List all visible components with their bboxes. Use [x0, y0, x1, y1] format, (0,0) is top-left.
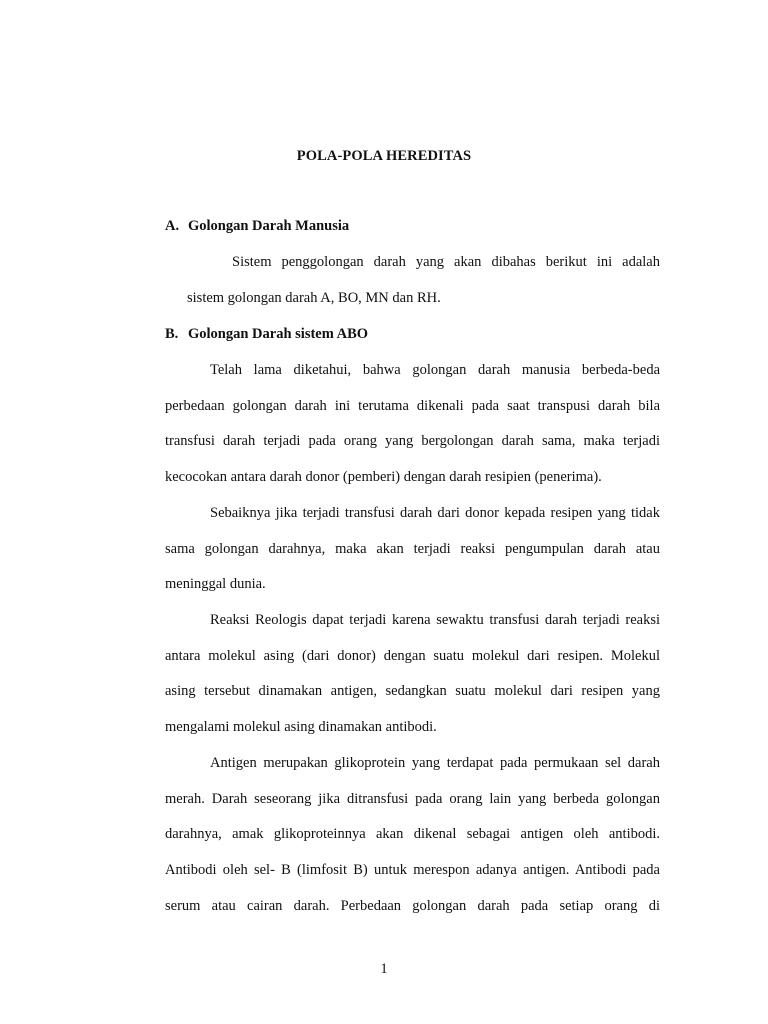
section-a-title: Golongan Darah Manusia [188, 218, 350, 234]
text-line: asing tersebut dinamakan antigen, sedangkan suatu molekul dari resipen yang [165, 683, 660, 700]
section-b-title: Golongan Darah sistem ABO [188, 326, 369, 342]
section-b-paragraph-2 [165, 496, 660, 603]
section-b-paragraph-3 [165, 603, 660, 746]
text-line: merah. Darah seseorang jika ditransfusi pada orang lain yang berbeda golongan [165, 790, 660, 807]
text-line: sistem golongan darah A, BO, MN dan RH. [187, 289, 441, 306]
text-line: meninggal dunia. [165, 576, 266, 593]
section-b-number: B. [165, 326, 179, 342]
page-title: POLA-POLA HEREDITAS [296, 148, 472, 164]
section-a-paragraph [187, 245, 660, 316]
text-line: Sistem penggolongan darah yang akan dibahas berikut ini adalah [232, 254, 660, 270]
page-number: 1 [380, 961, 388, 977]
text-line: transfusi darah terjadi pada orang yang bergolongan darah sama, maka terjadi [165, 433, 660, 450]
text-line: Sebaiknya jika terjadi transfusi darah dari donor kepada resipen yang tidak [210, 505, 660, 521]
text-line: mengalami molekul asing dinamakan antibodi. [165, 719, 437, 736]
text-line: sama golongan darahnya, maka akan terjadi reaksi pengumpulan darah atau [165, 540, 660, 557]
text-line: kecocokan antara darah donor (pemberi) dengan darah resipien (penerima). [165, 469, 602, 486]
text-line: perbedaan golongan darah ini terutama dikenali pada saat transpusi darah bila [165, 397, 660, 414]
text-line: Reaksi Reologis dapat terjadi karena sewaktu transfusi darah terjadi reaksi [210, 612, 660, 628]
section-a-heading [165, 218, 349, 235]
text-line: Antibodi oleh sel- B (limfosit B) untuk merespon adanya antigen. Antibodi pada [165, 862, 660, 879]
section-b-paragraph-1 [165, 353, 660, 496]
text-line: antara molekul asing (dari donor) dengan suatu molekul dari resipen. Molekul [165, 647, 660, 664]
section-b-heading [165, 326, 368, 343]
section-a-number: A. [165, 218, 180, 234]
text-line: serum atau cairan darah. Perbedaan golongan darah pada setiap orang di [165, 897, 660, 914]
text-line: Telah lama diketahui, bahwa golongan darah manusia berbeda-beda [210, 362, 660, 378]
section-b-paragraph-4 [165, 746, 660, 924]
text-line: Antigen merupakan glikoprotein yang terdapat pada permukaan sel darah [210, 755, 660, 771]
text-line: darahnya, amak glikoproteinnya akan dikenal sebagai antigen oleh antibodi. [165, 826, 660, 843]
